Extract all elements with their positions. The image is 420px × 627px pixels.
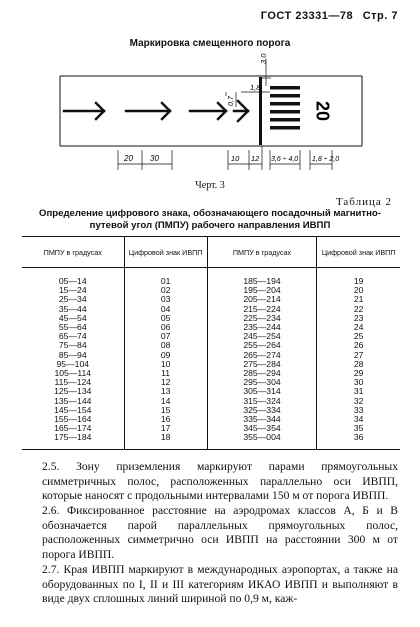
- col-header-sign-2: Цифровой знак ИВПП: [317, 237, 400, 268]
- runway-sign-cell: 19: [317, 268, 400, 287]
- runway-sign-cell: 25: [317, 332, 400, 341]
- runway-sign-cell: 02: [124, 286, 207, 295]
- runway-sign-cell: 26: [317, 341, 400, 350]
- runway-sign-cell: 16: [124, 415, 207, 424]
- runway-sign-cell: 18: [124, 433, 207, 449]
- pmpu-range-cell: 105—114: [54, 368, 92, 379]
- pmpu-range-cell: 75—84: [58, 340, 87, 351]
- pmpu-range-cell: 05—14: [58, 276, 87, 286]
- runway-sign-cell: 21: [317, 295, 400, 304]
- pmpu-range-cell: 15—24: [58, 285, 87, 296]
- pmpu-range-cell: 115—124: [54, 377, 92, 388]
- runway-sign-cell: 32: [317, 397, 400, 406]
- pmpu-range-cell: 175—184: [22, 433, 124, 449]
- table-title: Определение цифрового знака, обозначающего посадочный магнитно-путевой угол (ПМПУ) рабочего направления ИВПП: [39, 208, 381, 231]
- dim-30: 30: [150, 154, 159, 163]
- pmpu-range-cell: 125—134: [54, 386, 92, 397]
- pmpu-range-cell: 155—164: [54, 414, 92, 425]
- pmpu-range-cell: 195—204: [207, 286, 317, 295]
- pmpu-range-cell: 65—74: [58, 331, 87, 342]
- dim-10: 10: [231, 154, 240, 163]
- runway-sign-cell: 33: [317, 406, 400, 415]
- runway-sign-cell: 09: [124, 351, 207, 360]
- runway-sign-cell: 29: [317, 369, 400, 378]
- runway-sign-cell: 35: [317, 424, 400, 433]
- dim-1-8: 1,8: [250, 83, 261, 92]
- arrow-1: [64, 103, 104, 119]
- runway-sign-cell: 01: [124, 268, 207, 287]
- arrow-3: [190, 103, 226, 119]
- pmpu-range-cell: 355—004: [207, 433, 317, 449]
- dim-3-6-4-0: 3,6 ÷ 4,0: [271, 156, 299, 163]
- runway-sign-cell: 08: [124, 341, 207, 350]
- runway-sign-cell: 31: [317, 387, 400, 396]
- pmpu-table: [22, 236, 400, 450]
- dim-12: 12: [251, 154, 260, 163]
- pmpu-range-cell: 285—294: [207, 369, 317, 378]
- paragraph-2-5: 2.5. Зону приземления маркируют парами прямоугольных симметричных полос, расположенных параллельно оси ИВПП, которые наносят с продольными интервалами 150 м от порога ИВПП.: [42, 460, 398, 502]
- runway-sign-cell: 15: [124, 406, 207, 415]
- pmpu-range-cell: 305—314: [207, 387, 317, 396]
- runway-sign-cell: 17: [124, 424, 207, 433]
- figure-title: Маркировка смещенного порога: [129, 38, 291, 49]
- pmpu-range-cell: 335—344: [207, 415, 317, 424]
- figure-caption: Черт. 3: [195, 180, 225, 191]
- runway-sign-cell: 03: [124, 295, 207, 304]
- runway-sign-cell: 06: [124, 323, 207, 332]
- pmpu-range-cell: 45—54: [58, 312, 87, 323]
- runway-sign-cell: 23: [317, 314, 400, 323]
- pmpu-range-cell: 345—354: [207, 424, 317, 433]
- pmpu-range-cell: 255—264: [207, 341, 317, 350]
- pmpu-range-cell: 315—324: [207, 397, 317, 406]
- runway-sign-cell: 14: [124, 397, 207, 406]
- pmpu-range-cell: 95—104: [56, 358, 90, 369]
- pmpu-range-cell: 205—214: [207, 295, 317, 304]
- runway-sign-cell: 05: [124, 314, 207, 323]
- runway-sign-cell: 22: [317, 305, 400, 314]
- pmpu-range-cell: 25—34: [58, 294, 87, 305]
- col-header-pmpu-2: ПМПУ в градусах: [207, 237, 317, 268]
- pmpu-range-cell: 245—254: [207, 332, 317, 341]
- pmpu-range-cell: 135—144: [54, 395, 92, 406]
- runway-sign-cell: 36: [317, 433, 400, 449]
- runway-sign-cell: 28: [317, 360, 400, 369]
- pmpu-range-cell: 225—234: [207, 314, 317, 323]
- runway-sign-cell: 13: [124, 387, 207, 396]
- runway-sign-cell: 10: [124, 360, 207, 369]
- col-header-pmpu-1: ПМПУ в градусах: [22, 237, 124, 268]
- col-header-sign-1: Цифровой знак ИВПП: [124, 237, 207, 268]
- threshold-stripes: [270, 86, 300, 130]
- table-label: Таблица 2: [335, 196, 392, 208]
- runway-sign-cell: 11: [124, 369, 207, 378]
- pmpu-range-cell: 235—244: [207, 323, 317, 332]
- pmpu-range-cell: 275—284: [207, 360, 317, 369]
- pmpu-range-cell: 215—224: [207, 305, 317, 314]
- pmpu-range-cell: 325—334: [207, 406, 317, 415]
- standard-number: ГОСТ 23331—78: [260, 10, 354, 22]
- runway-sign-cell: 24: [317, 323, 400, 332]
- dim-0-7: 0,7: [228, 96, 235, 106]
- runway-digits: 20: [312, 100, 333, 122]
- pmpu-range-cell: 295—304: [207, 378, 317, 387]
- table-row: [22, 433, 400, 449]
- runway-sign-cell: 12: [124, 378, 207, 387]
- pmpu-range-cell: 85—94: [58, 349, 87, 360]
- page-number: Стр. 7: [362, 10, 398, 22]
- pmpu-range-cell: 265—274: [207, 351, 317, 360]
- dim-3-0: 3,0: [259, 53, 268, 64]
- runway-sign-cell: 04: [124, 305, 207, 314]
- threshold-marking-drawing: [0, 0, 420, 180]
- pmpu-range-cell: 55—64: [58, 322, 87, 333]
- arrow-2: [126, 103, 170, 119]
- table-row: [22, 268, 400, 287]
- pmpu-range-cell: 35—44: [58, 303, 87, 314]
- runway-sign-cell: 20: [317, 286, 400, 295]
- runway-sign-cell: 34: [317, 415, 400, 424]
- dim-1-8-2-0: 1,8 ÷ 2,0: [312, 156, 340, 163]
- dim-20: 20: [124, 154, 133, 163]
- pmpu-range-cell: 145—154: [54, 404, 92, 415]
- pmpu-range-cell: 185—194: [207, 268, 317, 287]
- runway-sign-cell: 30: [317, 378, 400, 387]
- paragraph-2-7: 2.7. Края ИВПП маркируют в международных аэропортах, а также на оборудованных по I, II и III категориям ИКАО ИВПП и выполняют в виде двух сплошных линий шириной по 0,9 м, каж-: [42, 563, 398, 605]
- runway-sign-cell: 07: [124, 332, 207, 341]
- pmpu-range-cell: 165—174: [54, 423, 92, 434]
- runway-sign-cell: 27: [317, 351, 400, 360]
- paragraph-2-6: 2.6. Фиксированное расстояние на аэродромах классов А, Б и В обозначается парой параллельных прямоугольных полос, расположенных симметрично оси ИВПП на расстоянии 300 м от порога ИВПП.: [42, 504, 398, 561]
